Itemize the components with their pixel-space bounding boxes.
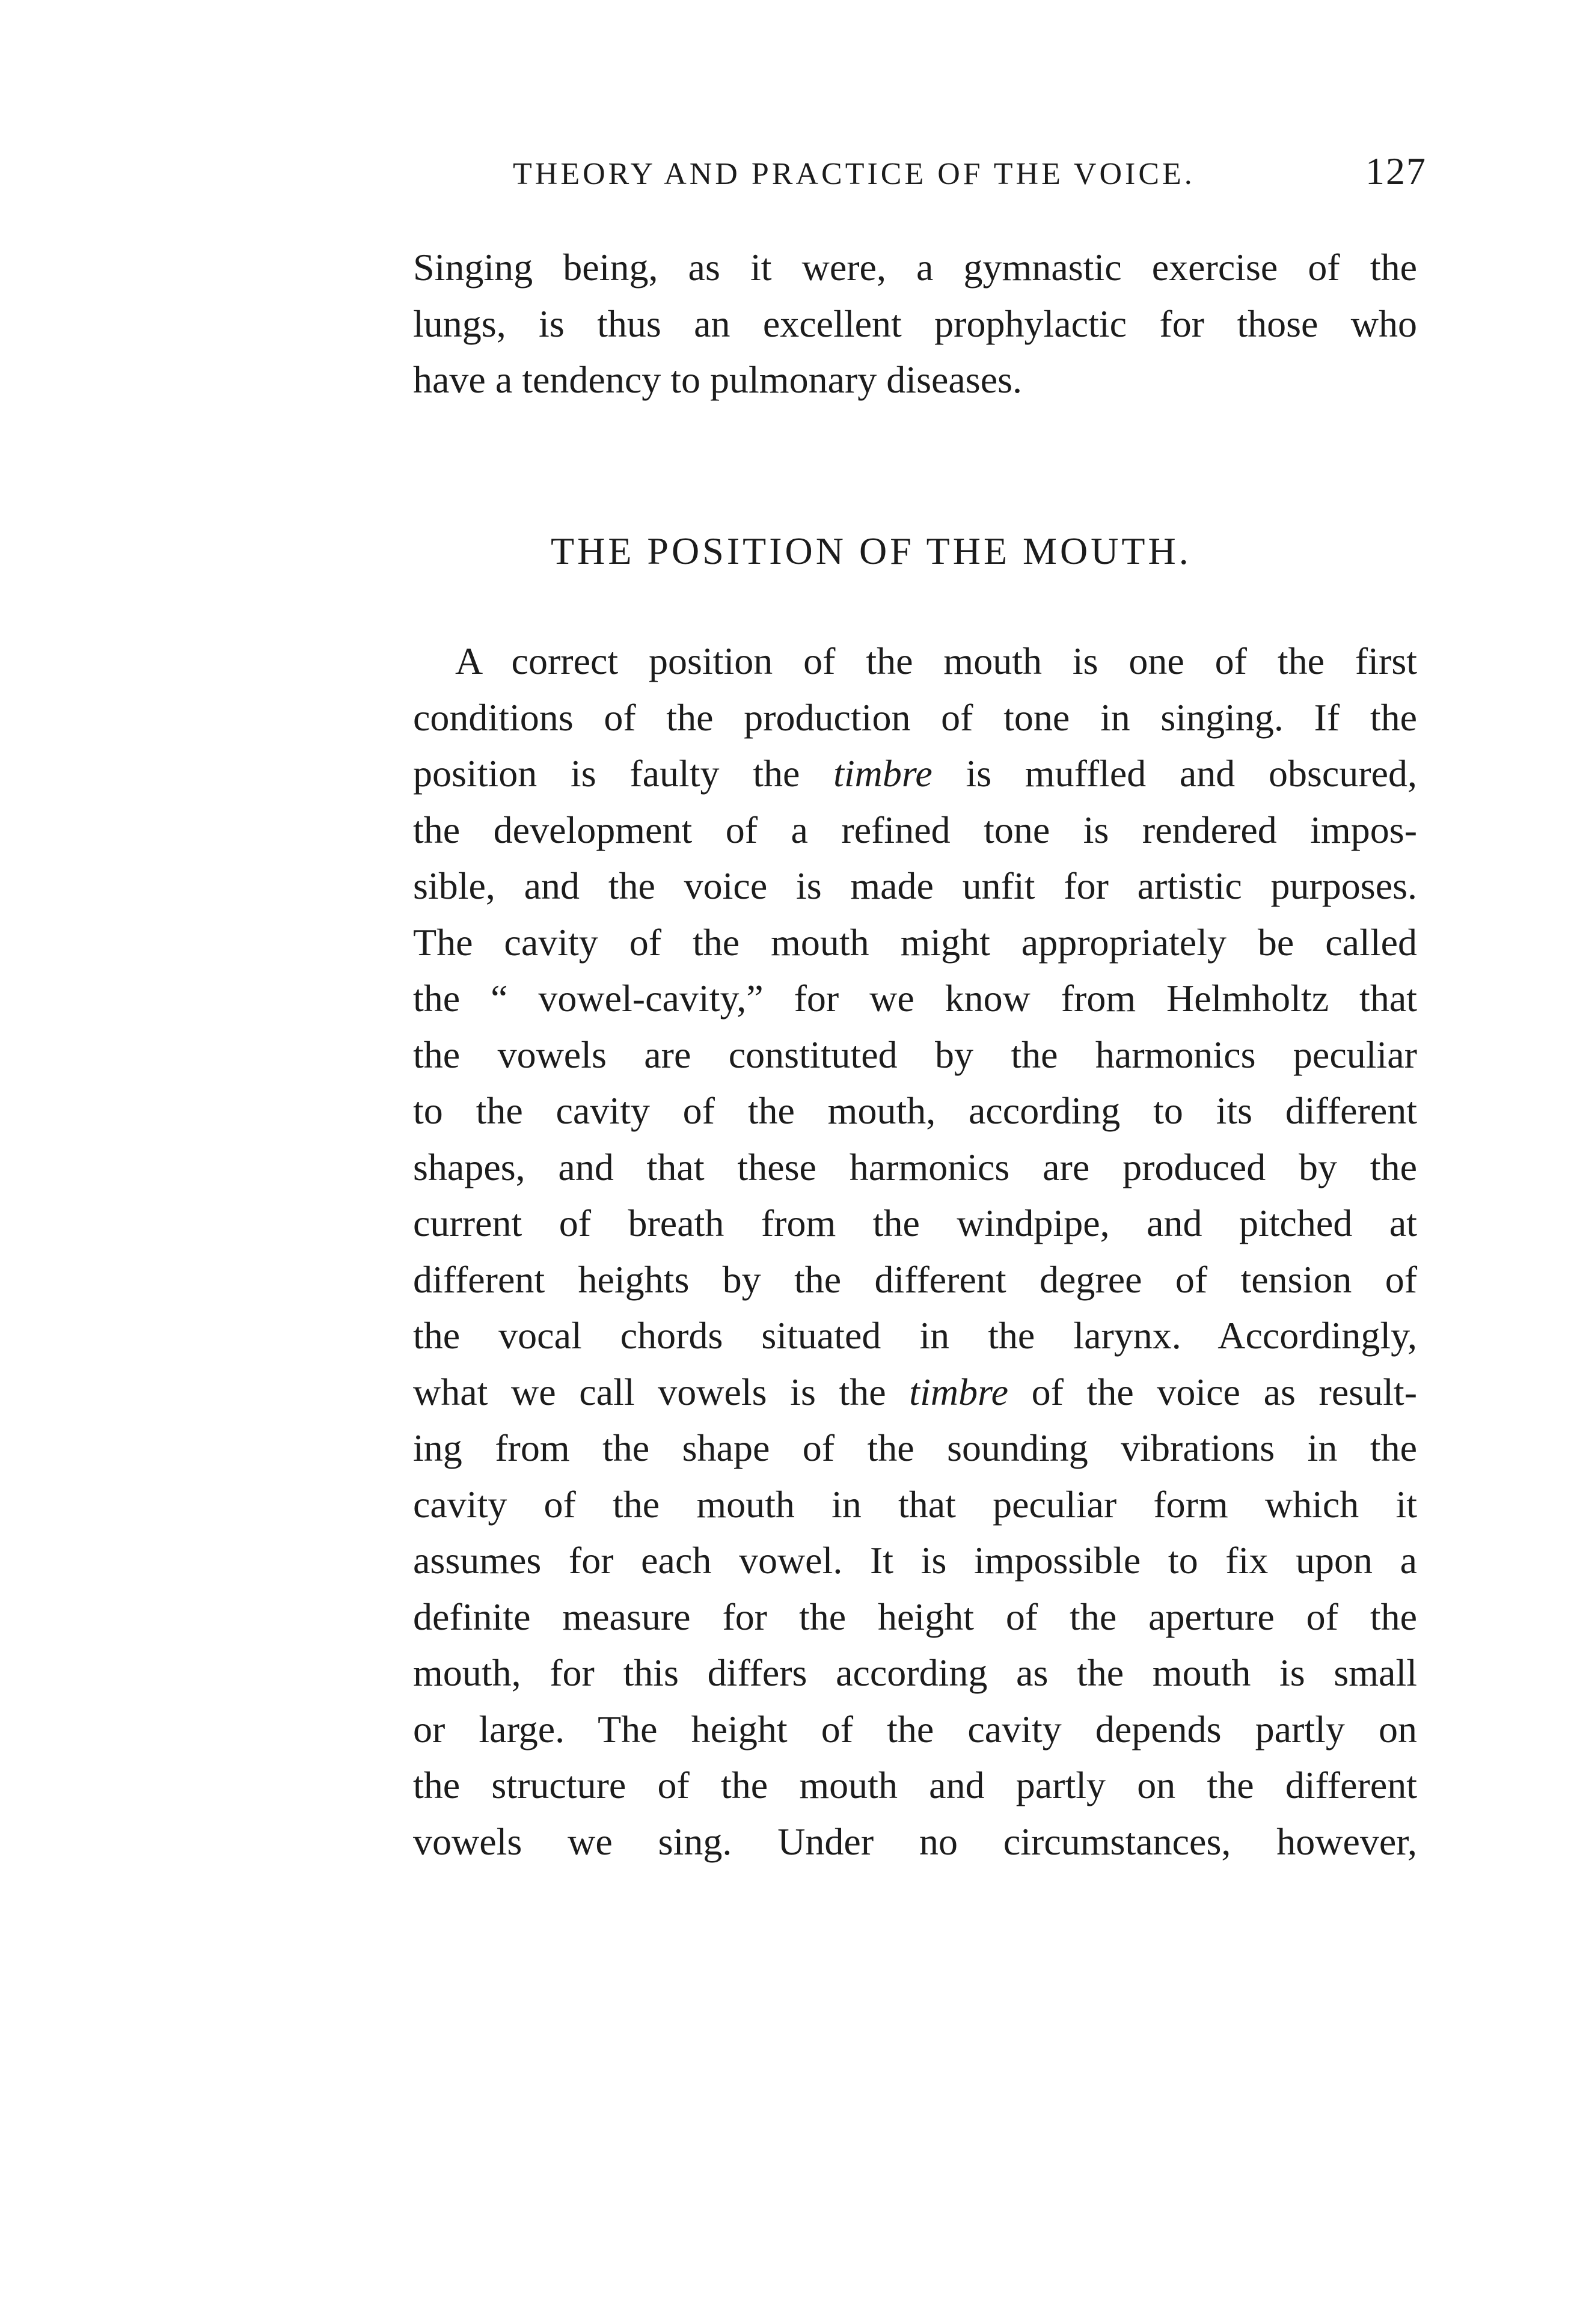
intro-paragraph: [413, 239, 1417, 408]
text-line: cavity of the mouth in that peculiar form which it: [413, 1482, 1417, 1526]
text-line: current of breath from the windpipe, and pitched at: [413, 1202, 1417, 1244]
text-line: or large. The height of the cavity depends partly on: [413, 1707, 1417, 1751]
running-title: THEORY AND PRACTICE OF THE VOICE.: [513, 157, 1195, 191]
text-line: the vocal chords situated in the larynx. Accordingly,: [413, 1314, 1417, 1357]
text-line: the structure of the mouth and partly on the different: [413, 1764, 1417, 1806]
text-line: the “ vowel-cavity,” for we know from Helmholtz that: [413, 977, 1417, 1020]
text-line: what we call vowels is the timbre of the voice as result-: [413, 1370, 1418, 1413]
text-line: have a tendency to pulmonary diseases.: [413, 358, 1022, 401]
running-head: [513, 149, 1427, 197]
text-line: A correct position of the mouth is one of the first: [455, 640, 1417, 682]
text-line: shapes, and that these harmonics are produced by the: [413, 1145, 1417, 1188]
text-line: conditions of the production of tone in singing. If the: [413, 696, 1417, 739]
text-line: assumes for each vowel. It is impossible to fix upon a: [413, 1539, 1417, 1582]
text-line: the vowels are constituted by the harmonics peculiar: [413, 1033, 1417, 1076]
text-line: vowels we sing. Under no circumstances, however,: [413, 1820, 1417, 1863]
text-line: sible, and the voice is made unfit for artistic purposes.: [413, 864, 1417, 907]
text-line: lungs, is thus an excellent prophylactic for those who: [413, 302, 1417, 345]
text-line: The cavity of the mouth might appropriately be called: [413, 920, 1417, 964]
text-line: mouth, for this differs according as the mouth is small: [413, 1651, 1417, 1694]
text-line: to the cavity of the mouth, according to its different: [413, 1089, 1417, 1132]
page-number: 127: [1365, 150, 1427, 192]
text-line: the development of a refined tone is rendered impos-: [413, 808, 1417, 851]
text-line: Singing being, as it were, a gymnastic exercise of the: [413, 246, 1417, 289]
section-heading: THE POSITION OF THE MOUTH.: [551, 530, 1192, 572]
text-line: ing from the shape of the sounding vibrations in the: [413, 1427, 1417, 1469]
section-paragraph: [413, 633, 1417, 1870]
text-line: different heights by the different degree of tension of: [413, 1258, 1417, 1301]
text-line: position is faulty the timbre is muffled and obscured,: [413, 752, 1417, 795]
text-line: definite measure for the height of the aperture of the: [413, 1595, 1417, 1638]
